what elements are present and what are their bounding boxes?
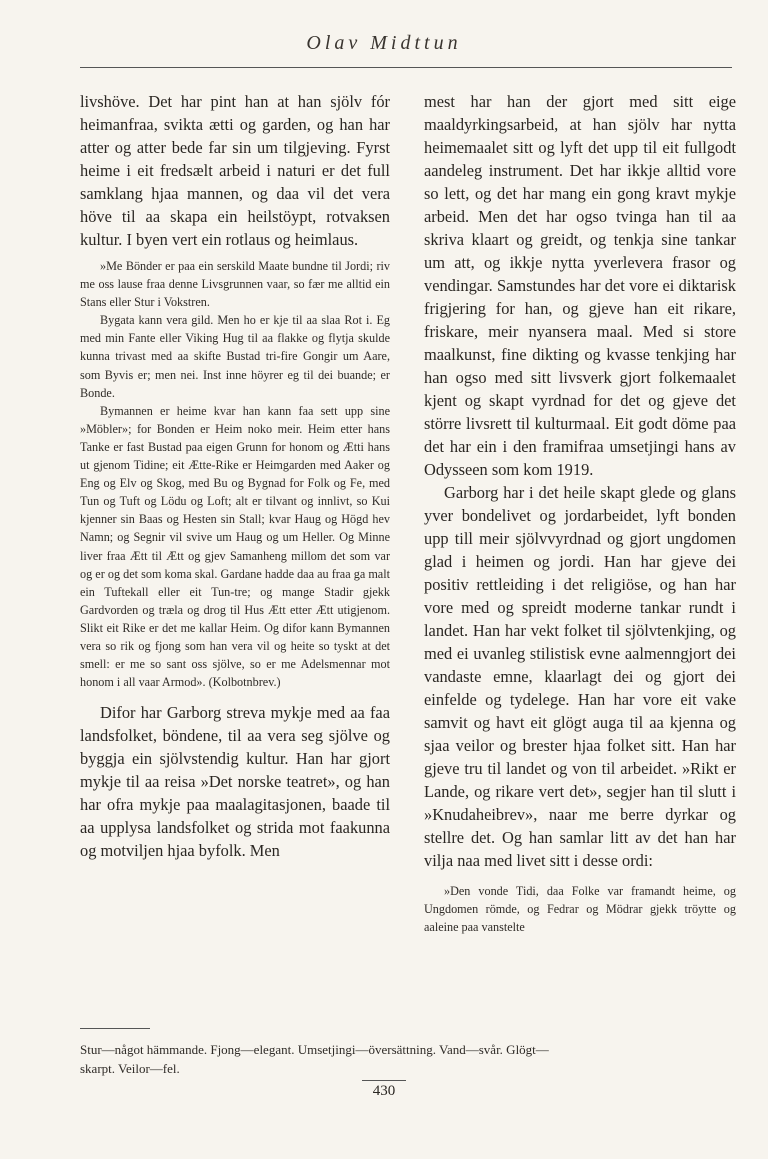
- left-column: [80, 90, 390, 862]
- left-quote-1: »Me Bönder er paa ein serskild Maate bundne til Jordi; riv me oss lause fraa denne Livsgrunnen vaar, so fær me alltid ein Stans eller Stur i Vokstren.: [80, 259, 390, 310]
- right-paragraph-2: Garborg har i det heile skapt glede og glans yver bondelivet og jordarbeidet, lyft bonden upp till meir sjölvvyrdnad og gjort ungdomen glad i heimen og jordi. Han har gjeve dei positiv rettleiding i det religiöse, og han har vore med og spreidt moderne tankar rundt i landet. Han har vekt folket til sjölvtenkjing, og med ei uvanleg stilistisk evne aalmenngjort dei vandaste emne, klaarlagt dei og gjort dei einfelde og tydelege. Han har vore eit vake samvit og havt eit glögt auga til aa kjenna og sjaa veilor og brester hjaa folket sitt. Han har gjeve tru til landet og von til arbeidet. »Rikt er Lande, og rikare vert det», segjer han til slutt i »Knudaheibrev», naar me berre dyrkar og stellre det. Og han samlar litt av det han har vilja naa med livet sitt i desse ordi:: [424, 483, 736, 870]
- left-paragraph-1: livshöve. Det har pint han at han sjölv fór heimanfraa, svikta ætti og garden, og han har atter og atter bede far sin um tilgjeving. Fyrst heime i eit fredsælt arbeid i naturi er det full samklang hjaa mannen, og daa vil det vera höve til aa skapa ein heilstöypt, rotvaksen kultur. I byen vert ein rotlaus og heimlaus.: [80, 92, 390, 249]
- left-quote-2: Bygata kann vera gild. Men ho er kje til aa slaa Rot i. Eg med min Fante eller Viking Hug til aa flakke og flytja skulde kunna trivast med aa skifte Bustad tri-fire Gongir um Aare, som Byvis er; men nei. Inst inne höyrer eg til dei buande; er Bonde.: [80, 313, 390, 400]
- running-header: Olav Midttun: [306, 32, 462, 54]
- footnote-line-1: Stur—något hämmande. Fjong—elegant. Umsetjingi—översättning. Vand—svår. Glögt—: [80, 1042, 549, 1057]
- right-column: [424, 90, 736, 936]
- left-paragraph-2: Difor har Garborg streva mykje med aa faa landsfolket, böndene, til aa vera seg sjölve og byggja ein sjölvstendig kultur. Han har gjort mykje til aa reisa »Det norske teatret», og han har ofra mykje paa maalagitasjonen, baade til aa upplysa landsfolket og strida mot faakunna og motviljen hjaa byfolk. Men: [80, 703, 390, 861]
- left-quote-3: Bymannen er heime kvar han kann faa sett upp sine »Möbler»; for Bonden er Heim noko meir. Heim etter hans Tanke er fast Bustad paa eigen Grunn for honom og Ætti hans ut gjenom Tidine; eit Ætte-Rike er Heimgarden med Aaker og Eng og Elv og Skog, med Bu og Bygnad for Folk og Fe, med Tun og Tuft og Lödu og Loft; alt er tilvant og innlivt, so Kui kjenner sin Baas og Hesten sin Stall; kvar Haug og Högd hev Namn; og Segnir vil svive um Haug og um Heller. Og Minne liver fraa Ætt til Ætt og gjev Samanheng millom det som var og er og det som koma skal. Gardane hadde daa au fraa ga malt ein Tuftekall eller eit Tun-tre; og mange Stadir gjekk Gardvorden og træla og drog til Hus Ætt etter Ætt utigjenom. Slikt eit Rike er det me kallar Heim. Og difor kann Bymannen vera so rik og fjong som han vera vil og heite so tyskt at det smell: er me so sant oss sjölve, so er me Adelsmennar mot honom i all vaar Armod». (Kolbotnbrev.): [80, 403, 390, 690]
- header-rule: [80, 67, 732, 68]
- right-paragraph-1: mest har han der gjort med sitt eige maaldyrkingsarbeid, at han sjölv har nytta heimemaalet sitt og lyft det upp til eit fullgodt aandeleg instrument. Det har ikkje alltid vore so lett, og det har mang ein gong kravt mykje arbeid. Men det har ogso tvinga han til aa skriva klaart og greidt, og tenkja sine tankar um att, og ikkje nytta yverlevera frasor og vendingar. Samstundes har det vore ei diktarisk frigjering for han, og gjeve han eit rikare, friskare, meir nyansera maal. Med si store maalkunst, fine dikting og kvasse tenkjing har han ogso med sitt livsverk gjort folkemaalet kjent og skapt vyrdnad for det og gjeve det större livsrett til kulturmaal. Eit godt döme paa det har ein i den framifraa umsetjingi hans av Odysseen som kom 1919.: [424, 92, 736, 479]
- page-number: 430: [372, 1083, 396, 1099]
- footnote-line-2: skarpt. Veilor—fel.: [80, 1061, 180, 1076]
- right-quote-1: »Den vonde Tidi, daa Folke var framandt heime, og Ungdomen römde, og Fedrar og Mödrar gjekk tröytte og aaleine paa vanstelte: [424, 884, 736, 935]
- footnotes: [80, 1040, 736, 1078]
- footnote-rule: [80, 1028, 150, 1029]
- page-number-rule: [362, 1080, 406, 1081]
